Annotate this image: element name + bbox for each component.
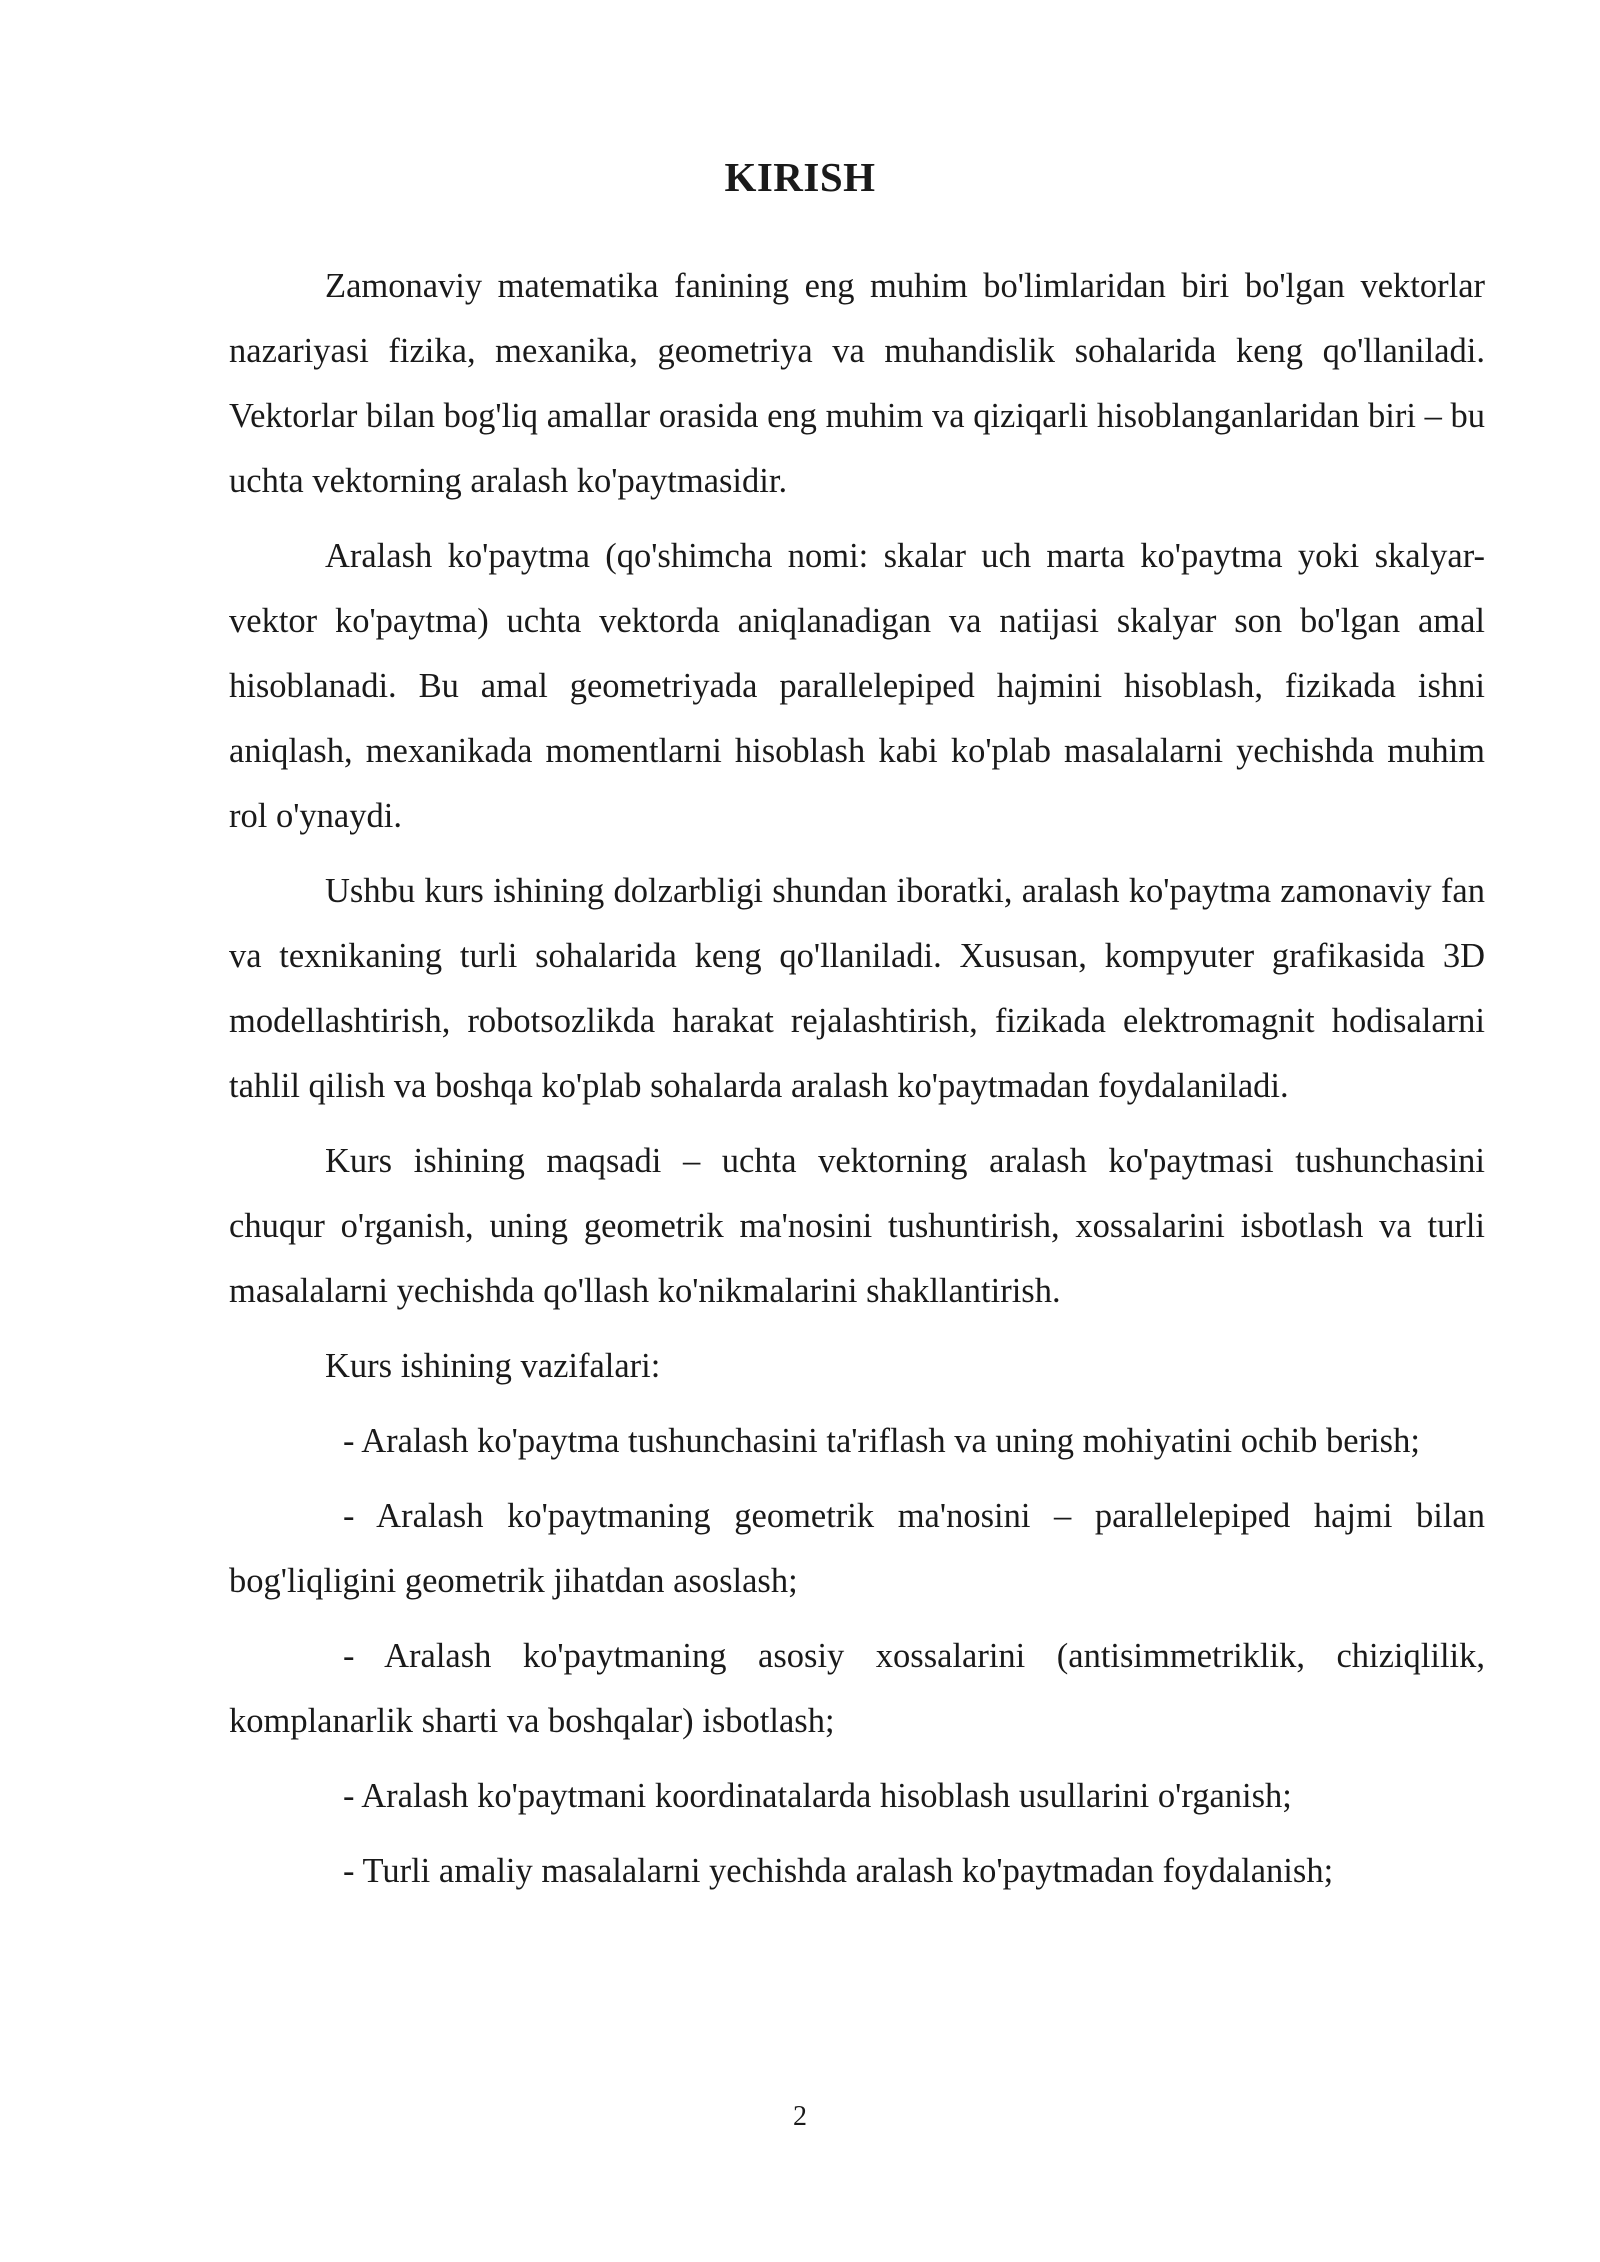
intro-paragraph-2: Aralash ko'paytma (qo'shimcha nomi: skalar uch marta ko'paytma yoki skalyar-vektor ko'paytma) uchta vektorda aniqlanadigan va natijasi skalyar son bo'lgan amal hisoblanadi. Bu amal geometriyada parallelepiped hajmini hisoblash, fizikada ishni aniqlash, mexanikada momentlarni hisoblash kabi ko'plab masalalarni yechishda muhim rol o'ynaydi. <box>229 537 1485 835</box>
goal-paragraph: Kurs ishining maqsadi – uchta vektorning aralash ko'paytmasi tushunchasini chuqur o'rganish, uning geometrik ma'nosini tushuntirish, xossalarini isbotlash va turli masalalarni yechishda qo'llash ko'nikmalarini shakllantirish. <box>229 1142 1485 1310</box>
relevance-paragraph: Ushbu kurs ishining dolzarbligi shundan iboratki, aralash ko'paytma zamonaviy fan va texnikaning turli sohalarida keng qo'llaniladi. Xususan, kompyuter grafikasida 3D modellashtirish, robotsozlikda harakat rejalashtirish, fizikada elektromagnit hodisalarni tahlil qilish va boshqa ko'plab sohalarda aralash ko'paytmadan foydalaniladi. <box>229 872 1485 1105</box>
task-item: - Aralash ko'paytma tushunchasini ta'riflash va uning mohiyatini ochib berish; <box>343 1422 1420 1460</box>
document-body <box>229 254 1485 1914</box>
tasks-heading: Kurs ishining vazifalari: <box>325 1347 661 1385</box>
task-item: - Turli amaliy masalalarni yechishda aralash ko'paytmadan foydalanish; <box>343 1852 1334 1890</box>
task-item: - Aralash ko'paytmaning asosiy xossalarini (antisimmetriklik, chiziqlilik, komplanarlik sharti va boshqalar) isbotlash; <box>229 1637 1485 1740</box>
page-number: 2 <box>793 2101 807 2132</box>
task-item: - Aralash ko'paytmani koordinatalarda hisoblash usullarini o'rganish; <box>343 1777 1292 1815</box>
page-title: KIRISH <box>724 154 876 200</box>
intro-paragraph-1: Zamonaviy matematika fanining eng muhim bo'limlaridan biri bo'lgan vektorlar nazariyasi fizika, mexanika, geometriya va muhandislik sohalarida keng qo'llaniladi. Vektorlar bilan bog'liq amallar orasida eng muhim va qiziqarli hisoblanganlaridan biri – bu uchta vektorning aralash ko'paytmasidir. <box>229 267 1485 500</box>
task-item: - Aralash ko'paytmaning geometrik ma'nosini – parallelepiped hajmi bilan bog'liqligini geometrik jihatdan asoslash; <box>229 1497 1485 1600</box>
